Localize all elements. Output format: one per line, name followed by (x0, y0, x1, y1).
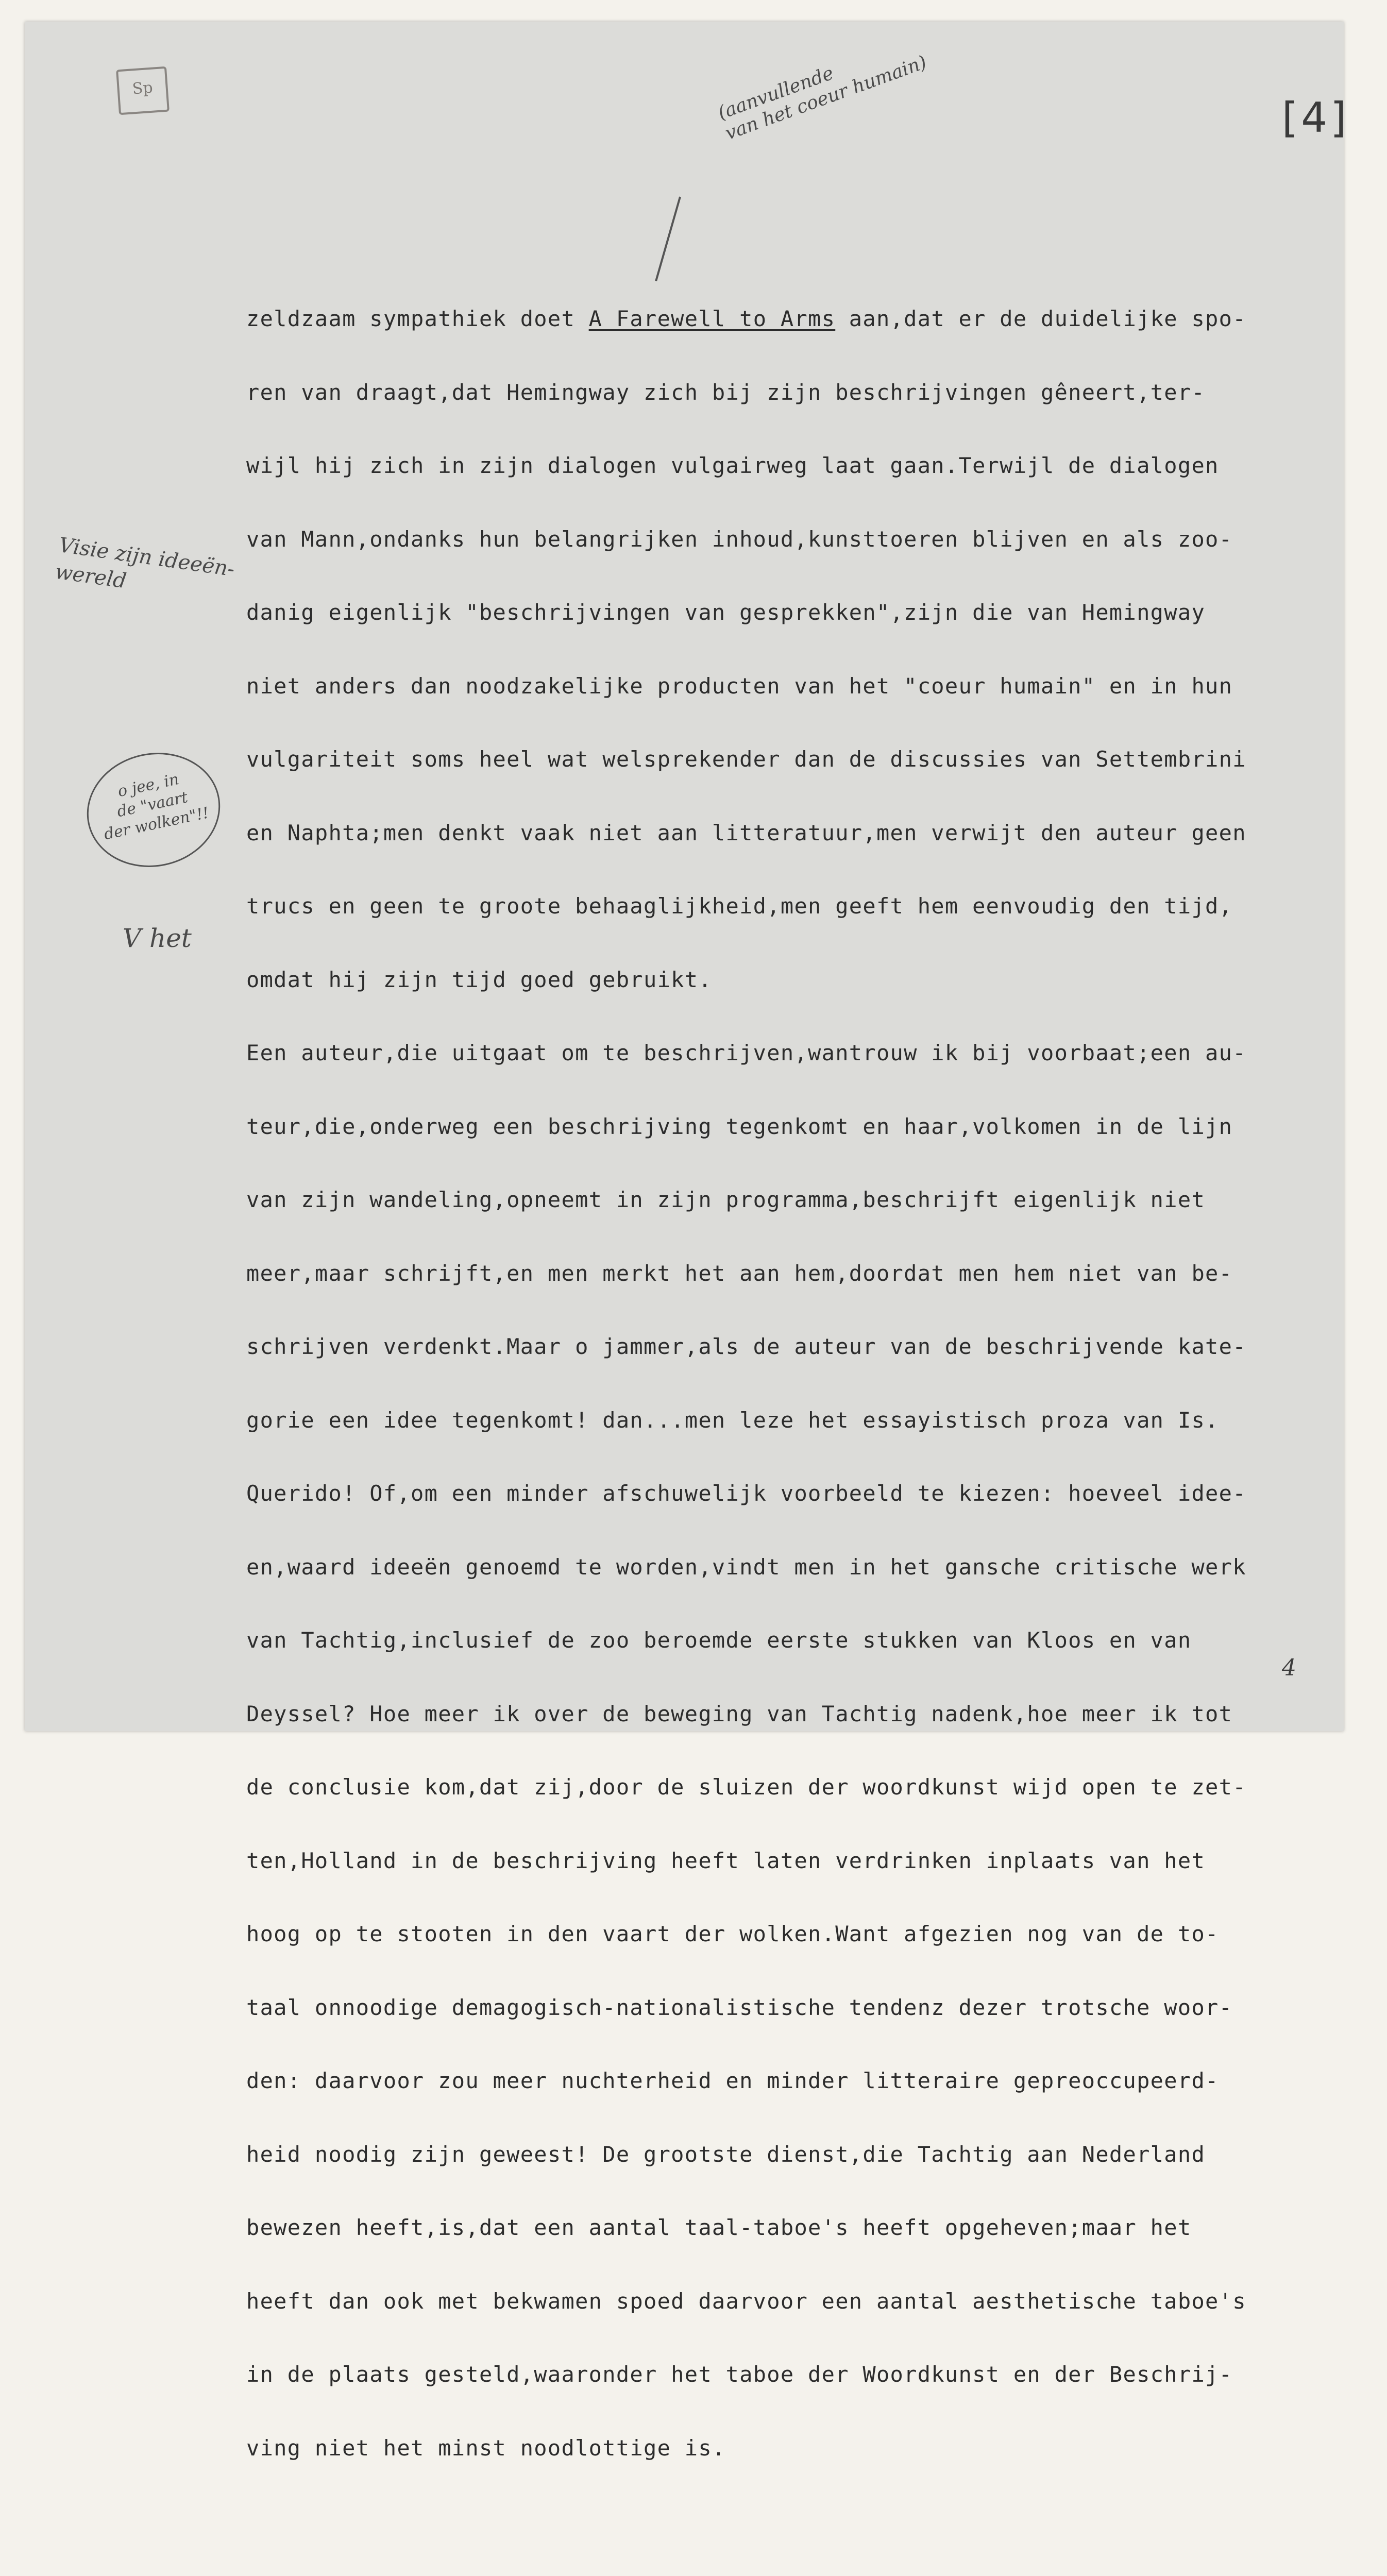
text-line: ten,Holland in de beschrijving heeft laten verdrinken inplaats van het (246, 1848, 1206, 1873)
text-line: gorie een idee tegenkomt! dan...men leze het essayistisch proza van Is. (246, 1407, 1219, 1433)
text-line: schrijven verdenkt.Maar o jammer,als de auteur van de beschrijvende kate- (246, 1334, 1246, 1359)
text-line: in de plaats gesteld,waaronder het taboe der Woordkunst en der Beschrij- (246, 2362, 1233, 2387)
text-line: meer,maar schrijft,en men merkt het aan hem,doordat men hem niet van be- (246, 1260, 1233, 1286)
text-line: niet anders dan noodzakelijke producten van het "coeur humain" en in hun (246, 673, 1233, 699)
text-line: zeldzaam sympathiek doet A Farewell to Arms aan,dat er de duidelijke spo- (246, 306, 1246, 331)
book-title: A Farewell to Arms (588, 306, 836, 331)
margin-note-vision: Visie zijn ideeën- wereld (53, 533, 236, 594)
margin-note-top: (aanvullende van het coeur humain) (715, 52, 930, 144)
text-line: ren van draagt,dat Hemingway zich bij zijn beschrijvingen gêneert,ter- (246, 379, 1206, 405)
text-line: omdat hij zijn tijd goed gebruikt. (246, 967, 712, 992)
paragraph-gap (246, 2534, 1387, 2558)
handwritten-page-number: 4 (1282, 1655, 1296, 1681)
page-marker: [4] (1282, 94, 1350, 142)
typescript-page (25, 22, 1350, 2461)
text-line: en,waard ideeën genoemd te worden,vindt men in het gansche critische werk (246, 1554, 1246, 1580)
text-line: van Tachtig,inclusief de zoo beroemde eerste stukken van Kloos en van (246, 1628, 1192, 1653)
text-line: vulgariteit soms heel wat welsprekender dan de discussies van Settembrini (246, 747, 1246, 772)
margin-note-vhet: V het (123, 923, 192, 953)
text-line: en Naphta;men denkt vaak niet aan litteratuur,men verwijt den auteur geen (246, 820, 1246, 845)
text-line: de conclusie kom,dat zij,door de sluizen der woordkunst wijd open te zet- (246, 1774, 1246, 1800)
text-line: van zijn wandeling,opneemt in zijn programma,beschrijft eigenlijk niet (246, 1187, 1206, 1212)
text-line: ving niet het minst noodlottige is. (246, 2435, 726, 2461)
text-line: bewezen heeft,is,dat een aantal taal-taboe's heeft opgeheven;maar het (246, 2215, 1192, 2240)
text-line: Querido! Of,om een minder afschuwelijk voorbeeld te kiezen: hoeveel idee- (246, 1481, 1246, 1506)
typed-text-body (246, 258, 1387, 2576)
text-line: heeft dan ook met bekwamen spoed daarvoor een aantal aesthetische taboe's (246, 2288, 1246, 2314)
text-line: Deyssel? Hoe meer ik over de beweging van Tachtig nadenk,hoe meer ik tot (246, 1701, 1233, 1726)
text-line: taal onnoodige demagogisch-nationalistische tendenz dezer trotsche woor- (246, 1994, 1233, 2020)
margin-note-oval: o jee, in de "vaart der wolken"!! (76, 740, 231, 879)
text-line: wijl hij zich in zijn dialogen vulgairweg laat gaan.Terwijl de dialogen (246, 453, 1219, 478)
text-line: teur,die,onderweg een beschrijving tegenkomt en haar,volkomen in de lijn (246, 1113, 1233, 1139)
text-line: hoog op te stooten in den vaart der wolken.Want afgezien nog van de to- (246, 1921, 1219, 1946)
archive-stamp: Sp (116, 66, 170, 115)
text-line: van Mann,ondanks hun belangrijken inhoud,kunsttoeren blijven en als zoo- (246, 526, 1233, 552)
text-line: heid noodig zijn geweest! De grootste dienst,die Tachtig aan Nederland (246, 2141, 1206, 2167)
text-line: trucs en geen te groote behaaglijkheid,men geeft hem eenvoudig den tijd, (246, 893, 1233, 919)
text-line: danig eigenlijk "beschrijvingen van gesprekken",zijn die van Hemingway (246, 600, 1206, 625)
text-line: Een auteur,die uitgaat om te beschrijven,wantrouw ik bij voorbaat;een au- (246, 1040, 1246, 1065)
text-line: den: daarvoor zou meer nuchterheid en minder litteraire gepreoccupeerd- (246, 2068, 1219, 2093)
